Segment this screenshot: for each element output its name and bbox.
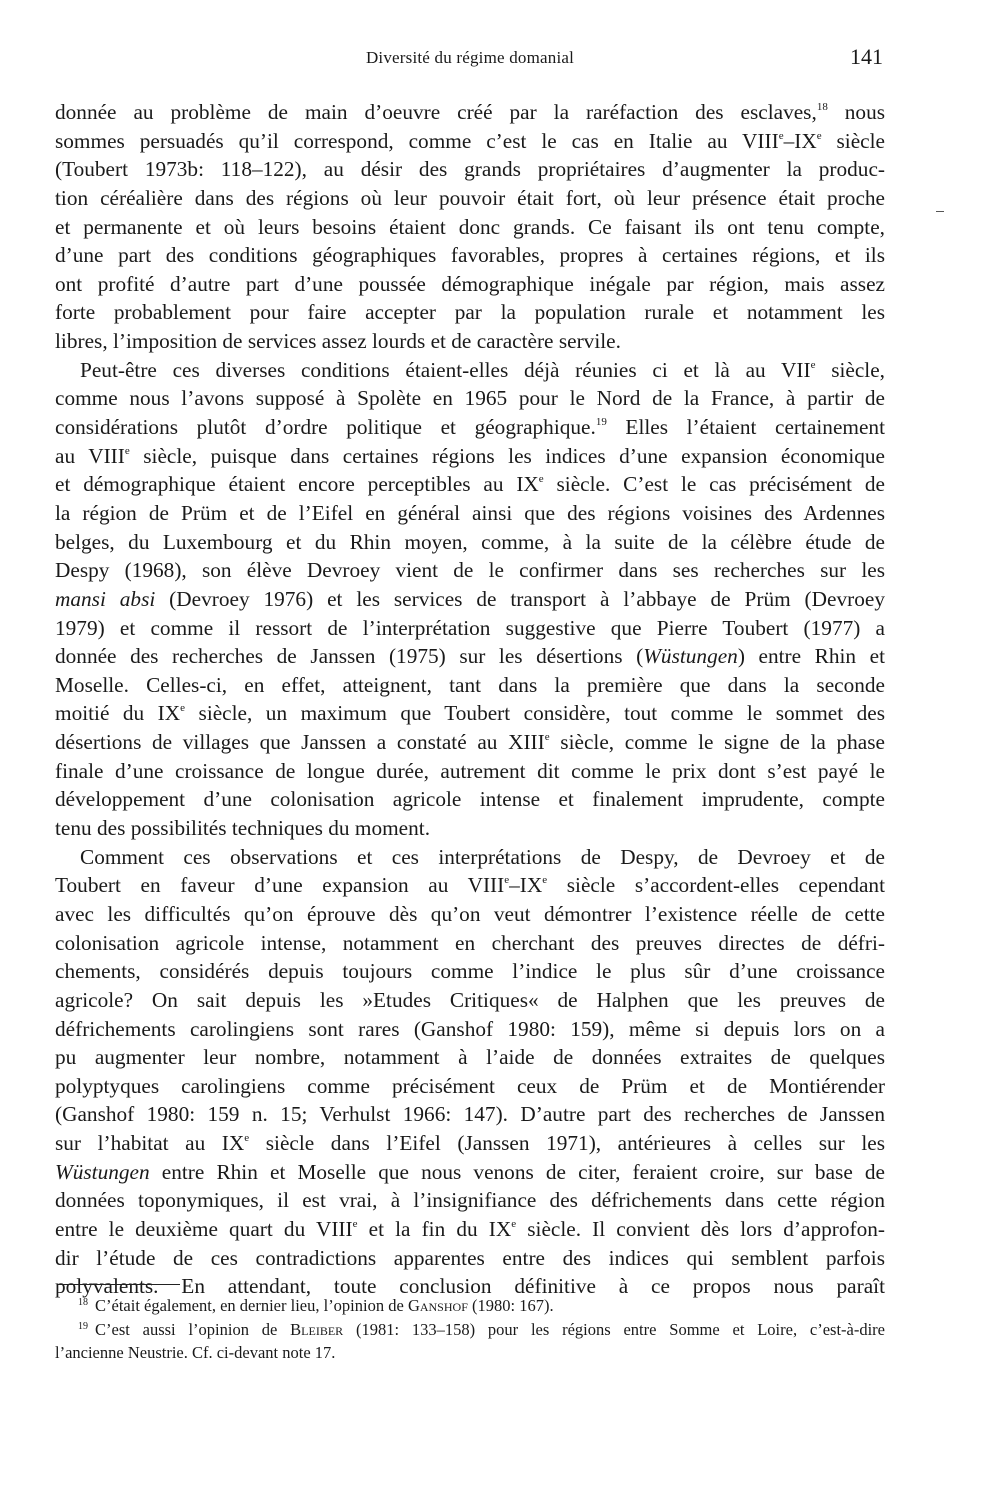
footnotes xyxy=(55,1294,885,1365)
text-line: finale d’une croissance de longue durée, autrement dit comme le prix dont s’est payé le xyxy=(55,758,885,783)
text-line: comme nous l’avons supposé à Spolète en 1965 pour le Nord de la France, à partir de xyxy=(55,386,885,411)
footnote-number: 19 xyxy=(78,1320,88,1332)
text-line: Toubert en faveur d’une expansion au VIIIe–IXe siècle s’accordent-elles cependant xyxy=(55,873,886,898)
text-line: ont profité d’autre part d’une poussée démographique inégale par région, mais assez xyxy=(55,271,885,296)
text-line: tion céréalière dans des régions où leur pouvoir était fort, où leur présence était proche xyxy=(55,185,885,210)
text-line: Comment ces observations et ces interprétations de Despy, de Devroey et de xyxy=(80,844,885,869)
text-line: mansi absi (Devroey 1976) et les services de transport à l’abbaye de Prüm (Devroey xyxy=(55,586,885,611)
italic-term: Wüstungen xyxy=(55,1159,150,1184)
text-line: données toponymiques, il est vrai, à l’insignifiance des défrichements dans cette région xyxy=(55,1188,885,1213)
text-line: sommes persuadés qu’il correspond, comme c’est le cas en Italie au VIIIe–IXe siècle xyxy=(55,128,885,153)
text-line: dir l’étude de ces contradictions apparentes entre des indices qui semblent parfois xyxy=(55,1245,885,1270)
text-line: défrichements carolingiens sont rares (Ganshof 1980: 159), même si depuis lors on a xyxy=(55,1016,885,1041)
text-line: Wüstungen entre Rhin et Moselle que nous venons de citer, feraient croire, sur base de xyxy=(55,1159,885,1184)
footnote-ref[interactable]: 19 xyxy=(595,416,607,429)
text-line: et démographique étaient encore perceptibles au IXe siècle. C’est le cas précisément de xyxy=(55,472,885,497)
text-line: développement d’une colonisation agricole intense et finalement imprudente, compte xyxy=(55,787,885,812)
text-line: Despy (1968), son élève Devroey vient de le confirmer dans ses recherches sur les xyxy=(55,558,885,583)
text-line: donnée au problème de main d’oeuvre créé par la raréfaction des esclaves,$^{18}$ nous xyxy=(55,100,886,124)
text-line: (Toubert 1973b: 118–122), au désir des grands propriétaires d’augmenter la produc- xyxy=(55,157,885,182)
text-line: donnée des recherches de Janssen (1975) sur les désertions (Wüstungen) entre Rhin et xyxy=(55,644,885,669)
text-line: 1979) et comme il ressort de l’interprétation suggestive que Pierre Toubert (1977) a xyxy=(55,615,885,640)
text-line: au VIIIe siècle, puisque dans certaines régions les indices d’une expansion économique xyxy=(55,443,886,468)
body-text xyxy=(55,98,885,1301)
footnote-rule xyxy=(58,1284,180,1285)
text-line: colonisation agricole intense, notamment en cherchant des preuves directes de défri- xyxy=(55,930,885,955)
text-line: désertions de villages que Janssen a constaté au XIIIe siècle, comme le signe de la phase xyxy=(55,730,886,755)
text-line: polyvalents. En attendant, toute conclusion définitive à ce propos nous paraît xyxy=(55,1274,885,1299)
text-line: et permanente et où leurs besoins étaient donc grands. Ce faisant ils ont tenu compte, xyxy=(55,214,885,239)
text-line: agricole? On sait depuis les »Etudes Critiques« de Halphen que les preuves de xyxy=(55,987,885,1012)
text-line: avec les difficultés qu’on éprouve dès qu’on veut démontrer l’existence réelle de cette xyxy=(55,901,885,926)
text-line: polyptyques carolingiens comme précisément ceux de Prüm et de Montiérender xyxy=(55,1073,885,1098)
italic-term: mansi absi xyxy=(55,586,156,611)
text-line: moitié du IXe siècle, un maximum que Toubert considère, tout comme le sommet des xyxy=(55,701,885,726)
page-number: 141 xyxy=(850,44,883,69)
italic-term: Wüstungen xyxy=(643,644,738,669)
text-line: libres, l’imposition de services assez lourds et de caractère servile. xyxy=(55,329,621,354)
footnote-number: 18 xyxy=(78,1297,88,1308)
running-head: Diversité du régime domanial xyxy=(365,48,575,67)
text-line: pu augmenter leur nombre, notamment à l’aide de données extraites de quelques xyxy=(55,1045,885,1070)
text-line: Moselle. Celles-ci, en effet, atteignent, tant dans la première que dans la seconde xyxy=(55,672,885,697)
footnote-18: $^{18}$ C’était également, en dernier lieu, l’opinion de Ganshof (1980: 167). xyxy=(78,1296,554,1315)
text-line: entre le deuxième quart du VIIIe et la fin du IXe siècle. Il convient dès lors d’approfon- xyxy=(55,1216,885,1241)
text-line: forte probablement pour faire accepter par la population rurale et notamment les xyxy=(55,300,885,325)
text-line: Peut-être ces diverses conditions étaient-elles déjà réunies ci et là au VIIe siècle, xyxy=(80,357,885,382)
page-header xyxy=(55,44,885,74)
text-line: (Ganshof 1980: 159 n. 15; Verhulst 1966: 147). D’autre part des recherches de Janssen xyxy=(55,1102,885,1127)
text-line: chements, considérés depuis toujours comme l’indice le plus sûr d’une croissance xyxy=(55,959,885,984)
text-line: tenu des possibilités techniques du moment. xyxy=(55,816,431,841)
text-line: sur l’habitat au IXe siècle dans l’Eifel (Janssen 1971), antérieures à celles sur les xyxy=(55,1131,885,1156)
text-line: la région de Prüm et de l’Eifel en général ainsi que des régions voisines des Ardennes xyxy=(55,500,885,525)
footnote-ref[interactable]: 18 xyxy=(816,101,828,113)
margin-mark xyxy=(936,211,944,212)
text-line: belges, du Luxembourg et du Rhin moyen, comme, à la suite de la célèbre étude de xyxy=(55,529,885,554)
text-line: d’une part des conditions géographiques favorables, propres à certaines régions, et ils xyxy=(55,243,885,268)
footnote-19-continued: l’ancienne Neustrie. Cf. ci-devant note 17. xyxy=(55,1343,336,1362)
text-line: considérations plutôt d’ordre politique et géographique.$^{19}$ Elles l’étaient certainement xyxy=(55,415,885,440)
footnote-19: $^{19}$ C’est aussi l’opinion de Bleiber (1981: 133–158) pour les régions entre Somme et Loire, c’est-à-dire xyxy=(78,1319,885,1339)
